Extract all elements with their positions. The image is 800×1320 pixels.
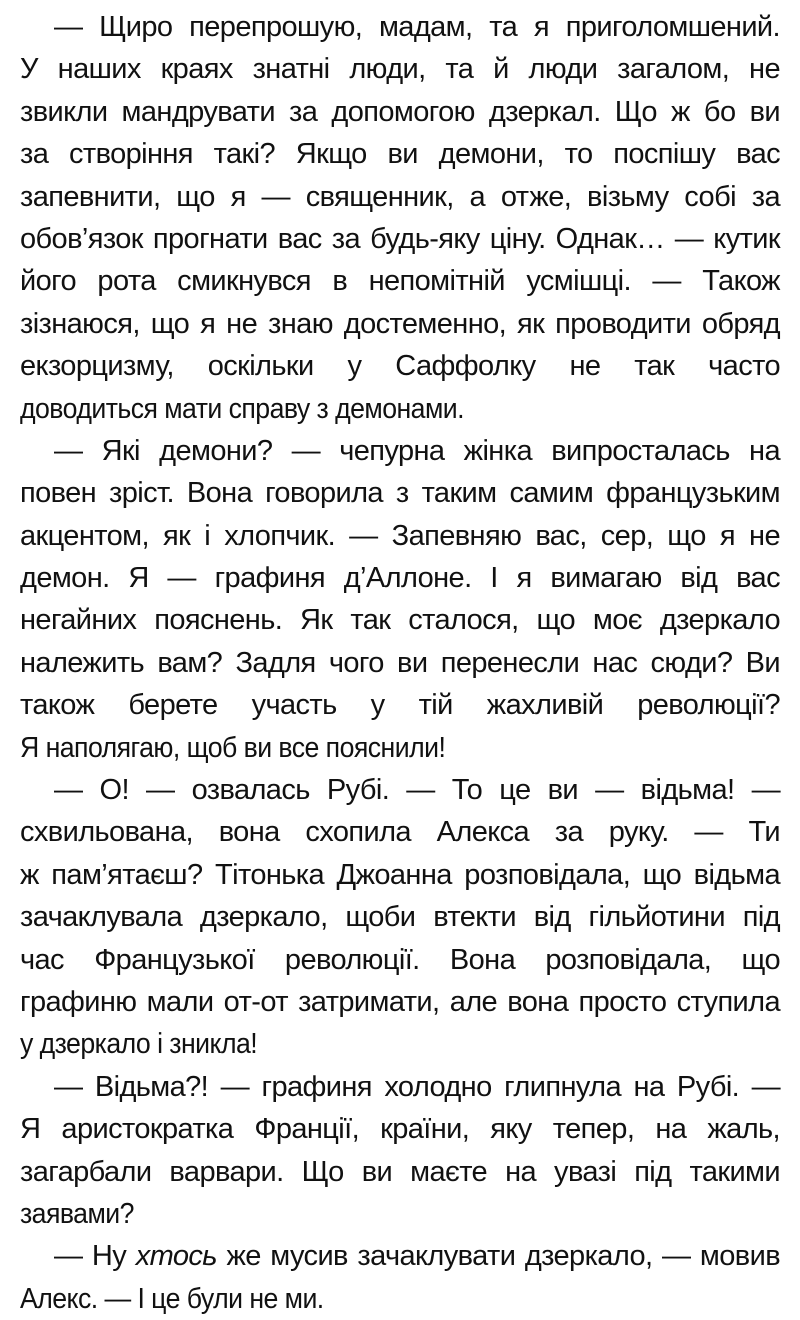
text-line: — Ну хтось же мусив зачаклувати дзеркало, — мовив xyxy=(54,1240,780,1273)
text-line: Алекс. — І це були не ми. xyxy=(20,1282,324,1315)
text-line: належить вам? Задля чого ви перенесли нас сюди? Ви xyxy=(20,646,780,679)
text-line: зізнаюся, що я не знаю достеменно, як проводити обряд xyxy=(20,307,780,340)
text-line: час Французької революції. Вона розповідала, що xyxy=(20,943,780,976)
emphasis: хтось xyxy=(135,1240,217,1273)
text-line: за створіння такі? Якщо ви демони, то поспішу вас xyxy=(20,138,780,171)
text-line: зачаклувала дзеркало, щоби втекти від гільйотини під xyxy=(20,901,780,934)
text-line: графиню мали от-от затримати, але вона просто ступила xyxy=(20,985,780,1018)
paragraph-countess xyxy=(20,430,780,769)
text-line: ж пам’ятаєш? Тітонька Джоанна розповідала, що відьма xyxy=(20,858,780,891)
text-line: Я аристократка Франції, країни, яку тепер, на жаль, xyxy=(20,1113,780,1146)
text-line: акцентом, як і хлопчик. — Запевняю вас, сер, що я не xyxy=(20,519,780,552)
text-line: запевнити, що я — священник, а отже, візьму собі за xyxy=(20,180,780,213)
text-line: обов’язок прогнати вас за будь-яку ціну. Однак… — кутик xyxy=(20,222,780,255)
text-line: у дзеркало і зникла! xyxy=(20,1028,258,1061)
paragraph-witch xyxy=(20,1066,780,1236)
text-line: повен зріст. Вона говорила з таким самим французьким xyxy=(20,477,780,510)
text-line: звикли мандрувати за допомогою дзеркал. Що ж бо ви xyxy=(20,95,780,128)
text-line: — Відьма?! — графиня холодно глипнула на Рубі. — xyxy=(54,1070,780,1103)
text-line: схвильована, вона схопила Алекса за руку. — Ти xyxy=(20,816,780,849)
text-line: доводиться мати справу з демонами. xyxy=(20,392,464,425)
text-line: Я наполягаю, щоб ви все пояснили! xyxy=(20,731,446,764)
text-line: негайних пояснень. Як так сталося, що моє дзеркало xyxy=(20,604,780,637)
text-line: — Які демони? — чепурна жінка випросталась на xyxy=(54,434,780,467)
paragraph-priest xyxy=(20,6,780,430)
text-line: демон. Я — графиня д’Аллоне. І я вимагаю від вас xyxy=(20,562,780,595)
text-line: загарбали варвари. Що ви маєте на увазі під такими xyxy=(20,1155,780,1188)
paragraph-alex xyxy=(20,1235,780,1320)
text-line: заявами? xyxy=(20,1197,134,1230)
book-page xyxy=(20,6,780,1320)
text-line: — Щиро перепрошую, мадам, та я приголомшений. xyxy=(54,11,780,43)
text-line: також берете участь у тій жахливій революції? xyxy=(20,689,780,722)
paragraph-ruby xyxy=(20,769,780,1066)
text-line: — О! — озвалась Рубі. — То це ви — відьма! — xyxy=(54,774,780,807)
text-line: екзорцизму, оскільки у Саффолку не так часто xyxy=(20,350,780,383)
text-line: У наших краях знатні люди, та й люди загалом, не xyxy=(20,53,780,86)
text-line: його рота смикнувся в непомітній усмішці. — Також xyxy=(20,265,780,298)
